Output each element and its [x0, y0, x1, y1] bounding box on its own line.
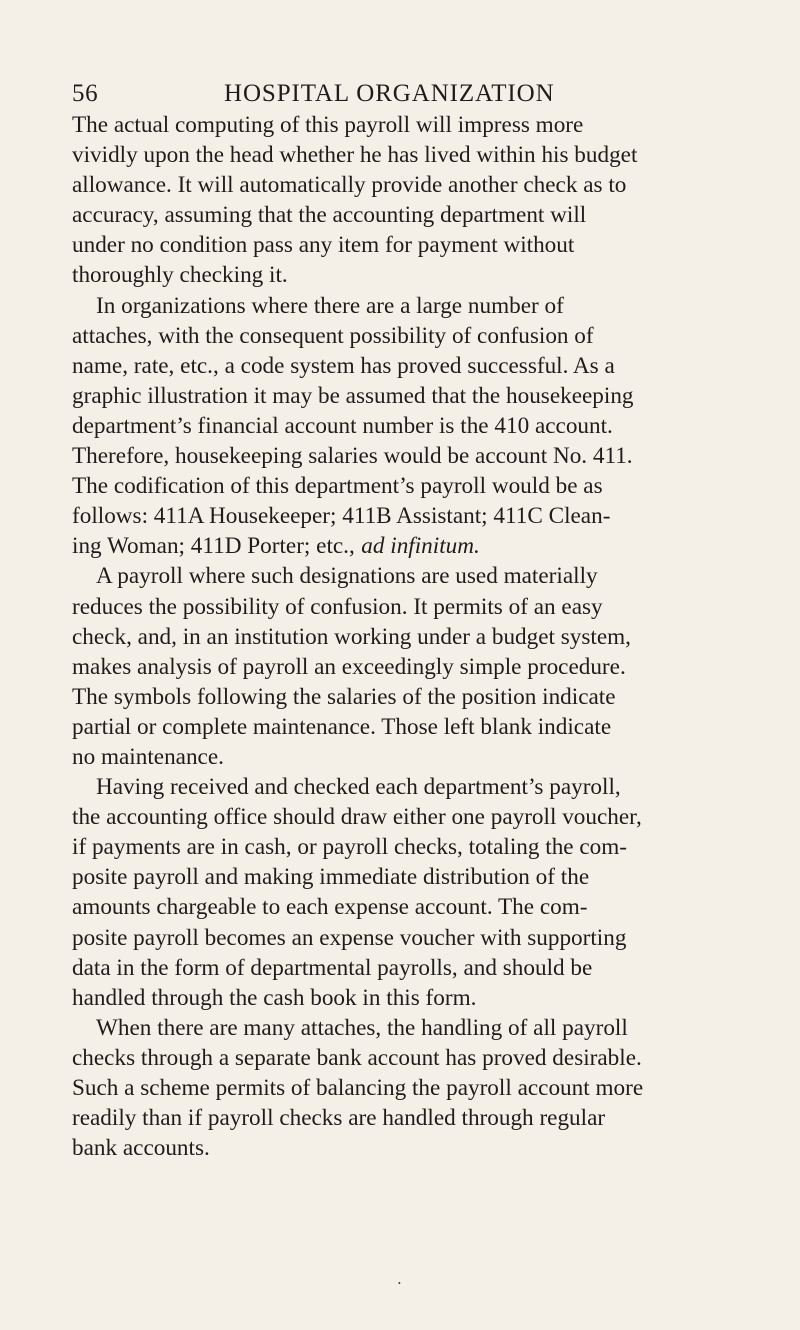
running-title: HOSPITAL ORGANIZATION: [224, 80, 555, 107]
text-line: under no condition pass any item for payment without: [72, 232, 575, 259]
text-line: The symbols following the salaries of the position indicate: [72, 683, 616, 710]
text-line: partial or complete maintenance. Those left blank indicate: [72, 713, 612, 740]
text-line: makes analysis of payroll an exceedingly simple procedure.: [72, 653, 626, 680]
text-line: graphic illustration it may be assumed that the housekeeping: [72, 382, 634, 409]
text-line: attaches, with the consequent possibility of confusion of: [72, 322, 594, 349]
page-number: 56: [72, 80, 99, 107]
text-line: readily than if payroll checks are handled through regular: [72, 1105, 606, 1132]
text-line: if payments are in cash, or payroll checks, totaling the com-: [72, 834, 628, 861]
text-line: name, rate, etc., a code system has proved successful. As a: [72, 352, 615, 379]
text-line: the accounting office should draw either one payroll voucher,: [72, 804, 642, 831]
text-line: The codification of this department’s payroll would be as: [72, 473, 603, 500]
text-line: no maintenance.: [72, 743, 224, 770]
text-line: data in the form of departmental payrolls, and should be: [72, 954, 593, 981]
text-line: posite payroll and making immediate distribution of the: [72, 864, 590, 891]
text-line: follows: 411A Housekeeper; 411B Assistant; 411C Clean-: [72, 503, 611, 530]
text-line: Therefore, housekeeping salaries would be account No. 411.: [72, 443, 633, 470]
text-line: When there are many attaches, the handling of all payroll: [96, 1014, 628, 1041]
text-line: allowance. It will automatically provide another check as to: [72, 172, 627, 199]
print-mark: •: [398, 1279, 401, 1288]
text-line: In organizations where there are a large number of: [96, 292, 564, 319]
text-line: reduces the possibility of confusion. It permits of an easy: [72, 593, 603, 620]
text-line: accuracy, assuming that the accounting department will: [72, 202, 587, 229]
text-line: department’s financial account number is the 410 account.: [72, 412, 613, 439]
text-line: posite payroll becomes an expense voucher with supporting: [72, 924, 627, 951]
text-line: Such a scheme permits of balancing the payroll account more: [72, 1075, 644, 1101]
text-line: Having received and checked each department’s payroll,: [96, 774, 621, 801]
italic-phrase: ad infinitum.: [361, 533, 480, 560]
running-head: [72, 80, 728, 114]
text-line: thoroughly checking it.: [72, 262, 288, 289]
text-line: vividly upon the head whether he has lived within his budget: [72, 142, 638, 169]
text-line: The actual computing of this payroll will impress more: [72, 112, 584, 138]
text-line: bank accounts.: [72, 1135, 210, 1162]
text-line: checks through a separate bank account has proved desirable.: [72, 1044, 642, 1071]
body-text: [72, 110, 764, 1163]
text-line: ing Woman; 411D Porter; etc., ad infinitum.: [72, 531, 764, 561]
text-line: amounts chargeable to each expense account. The com-: [72, 894, 588, 921]
text-line: handled through the cash book in this form.: [72, 984, 477, 1011]
text-line: check, and, in an institution working under a budget system,: [72, 623, 631, 650]
text-line: A payroll where such designations are used materially: [96, 563, 598, 590]
